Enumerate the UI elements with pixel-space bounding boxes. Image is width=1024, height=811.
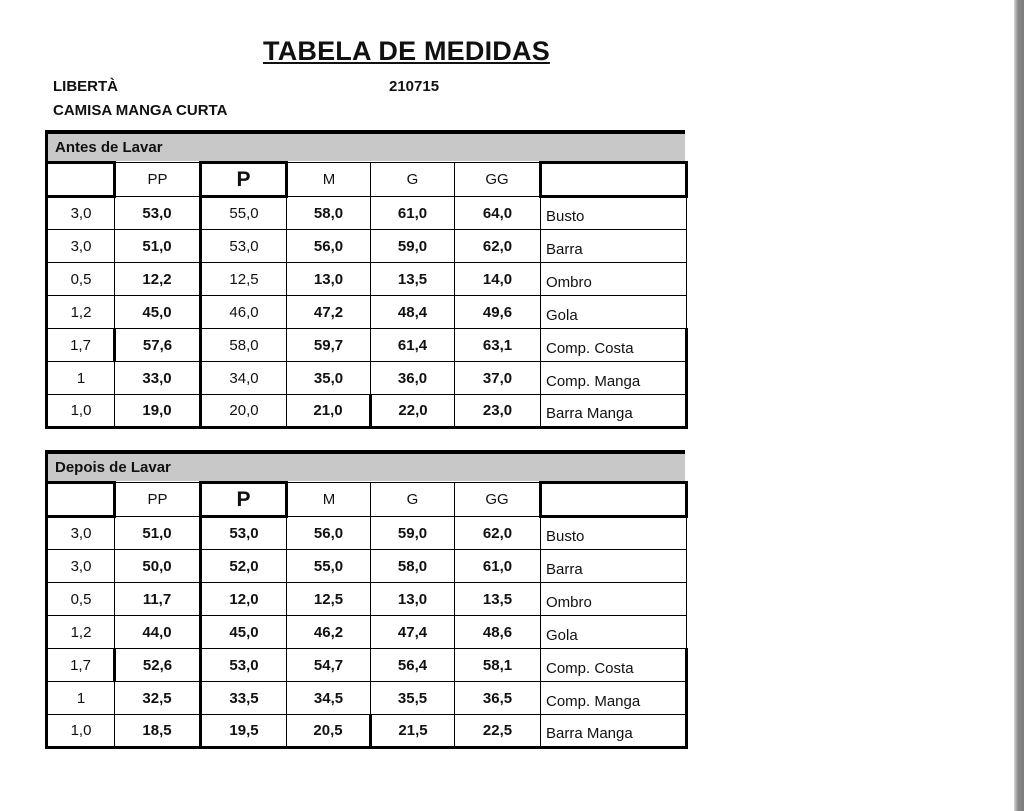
size-value-g: 56,4: [371, 649, 455, 682]
after-wash-section: [45, 450, 685, 749]
tolerance-cell: 1,2: [47, 616, 115, 649]
table-row: [47, 197, 687, 230]
size-value-m: 54,7: [287, 649, 371, 682]
size-value-pp: 33,0: [115, 362, 201, 395]
size-value-p: 53,0: [201, 517, 287, 550]
size-value-gg: 22,5: [455, 715, 541, 748]
size-value-gg: 58,1: [455, 649, 541, 682]
size-header-pp: PP: [115, 163, 201, 197]
tolerance-cell: 1,7: [47, 649, 115, 682]
tolerance-cell: 0,5: [47, 583, 115, 616]
scrollbar-edge[interactable]: [1014, 0, 1024, 811]
size-value-pp: 53,0: [115, 197, 201, 230]
size-value-p: 20,0: [201, 395, 287, 428]
size-value-pp: 51,0: [115, 230, 201, 263]
size-value-g: 58,0: [371, 550, 455, 583]
size-value-m: 56,0: [287, 517, 371, 550]
size-value-p: 45,0: [201, 616, 287, 649]
size-value-p: 19,5: [201, 715, 287, 748]
size-value-p: 53,0: [201, 230, 287, 263]
before-wash-section: [45, 130, 685, 429]
measure-label-cell: Barra Manga: [541, 395, 687, 428]
tolerance-cell: 1,0: [47, 715, 115, 748]
size-value-pp: 50,0: [115, 550, 201, 583]
size-value-gg: 63,1: [455, 329, 541, 362]
measure-label-cell: Comp. Costa: [541, 329, 687, 362]
measure-label-cell: Barra: [541, 230, 687, 263]
size-value-p: 58,0: [201, 329, 287, 362]
measure-label-cell: Comp. Manga: [541, 682, 687, 715]
size-value-gg: 13,5: [455, 583, 541, 616]
header-label-cell: [541, 483, 687, 517]
size-value-m: 35,0: [287, 362, 371, 395]
size-value-g: 36,0: [371, 362, 455, 395]
size-value-pp: 11,7: [115, 583, 201, 616]
table-row: [47, 649, 687, 682]
measure-label-cell: Busto: [541, 517, 687, 550]
size-value-m: 13,0: [287, 263, 371, 296]
size-header-gg: GG: [455, 483, 541, 517]
after-wash-table: [45, 481, 688, 749]
measure-label-cell: Comp. Costa: [541, 649, 687, 682]
table-row: [47, 230, 687, 263]
table-row: [47, 517, 687, 550]
size-value-g: 13,5: [371, 263, 455, 296]
size-value-g: 61,4: [371, 329, 455, 362]
size-value-pp: 18,5: [115, 715, 201, 748]
measure-label-cell: Ombro: [541, 263, 687, 296]
tolerance-cell: 3,0: [47, 230, 115, 263]
size-value-gg: 62,0: [455, 517, 541, 550]
size-value-pp: 45,0: [115, 296, 201, 329]
size-value-pp: 57,6: [115, 329, 201, 362]
tolerance-cell: 1: [47, 682, 115, 715]
size-value-p: 46,0: [201, 296, 287, 329]
table-row: [47, 583, 687, 616]
size-header-gg: GG: [455, 163, 541, 197]
size-value-m: 55,0: [287, 550, 371, 583]
header-label-cell: [541, 163, 687, 197]
size-value-m: 12,5: [287, 583, 371, 616]
size-header-p: P: [201, 483, 287, 517]
size-value-pp: 52,6: [115, 649, 201, 682]
size-value-m: 21,0: [287, 395, 371, 428]
size-header-row: [47, 483, 687, 517]
measure-label-cell: Busto: [541, 197, 687, 230]
size-value-pp: 44,0: [115, 616, 201, 649]
size-value-gg: 14,0: [455, 263, 541, 296]
size-value-gg: 37,0: [455, 362, 541, 395]
size-header-p: P: [201, 163, 287, 197]
size-value-g: 59,0: [371, 517, 455, 550]
measure-label-cell: Gola: [541, 616, 687, 649]
section-header: Depois de Lavar: [45, 450, 685, 481]
size-value-gg: 36,5: [455, 682, 541, 715]
size-value-p: 34,0: [201, 362, 287, 395]
size-value-p: 52,0: [201, 550, 287, 583]
measure-label-cell: Gola: [541, 296, 687, 329]
size-value-g: 21,5: [371, 715, 455, 748]
header-blank-cell: [47, 163, 115, 197]
size-value-gg: 61,0: [455, 550, 541, 583]
table-row: [47, 296, 687, 329]
size-header-g: G: [371, 483, 455, 517]
table-row: [47, 682, 687, 715]
size-value-m: 59,7: [287, 329, 371, 362]
page-title: TABELA DE MEDIDAS: [263, 36, 550, 66]
table-row: [47, 395, 687, 428]
tolerance-cell: 1,0: [47, 395, 115, 428]
measure-label-cell: Ombro: [541, 583, 687, 616]
tolerance-cell: 1,7: [47, 329, 115, 362]
size-value-m: 47,2: [287, 296, 371, 329]
table-row: [47, 263, 687, 296]
size-value-g: 59,0: [371, 230, 455, 263]
tolerance-cell: 1: [47, 362, 115, 395]
size-value-g: 48,4: [371, 296, 455, 329]
size-value-m: 20,5: [287, 715, 371, 748]
size-value-p: 53,0: [201, 649, 287, 682]
before-wash-table: [45, 161, 688, 429]
measure-label-cell: Barra: [541, 550, 687, 583]
table-row: [47, 550, 687, 583]
table-row: [47, 362, 687, 395]
tolerance-cell: 3,0: [47, 550, 115, 583]
table-row: [47, 616, 687, 649]
size-value-p: 33,5: [201, 682, 287, 715]
size-header-row: [47, 163, 687, 197]
tolerance-cell: 3,0: [47, 517, 115, 550]
size-value-gg: 64,0: [455, 197, 541, 230]
size-value-gg: 48,6: [455, 616, 541, 649]
size-value-m: 46,2: [287, 616, 371, 649]
size-value-p: 12,5: [201, 263, 287, 296]
size-header-m: M: [287, 483, 371, 517]
tolerance-cell: 0,5: [47, 263, 115, 296]
size-value-gg: 49,6: [455, 296, 541, 329]
size-header-m: M: [287, 163, 371, 197]
measure-label-cell: Comp. Manga: [541, 362, 687, 395]
product-code: 210715: [389, 78, 440, 95]
size-value-m: 58,0: [287, 197, 371, 230]
size-value-p: 12,0: [201, 583, 287, 616]
size-value-gg: 62,0: [455, 230, 541, 263]
table-row: [47, 715, 687, 748]
size-value-m: 56,0: [287, 230, 371, 263]
table-row: [47, 329, 687, 362]
size-value-g: 47,4: [371, 616, 455, 649]
size-value-pp: 12,2: [115, 263, 201, 296]
size-value-p: 55,0: [201, 197, 287, 230]
size-value-g: 61,0: [371, 197, 455, 230]
measure-label-cell: Barra Manga: [541, 715, 687, 748]
size-header-pp: PP: [115, 483, 201, 517]
size-value-pp: 19,0: [115, 395, 201, 428]
brand-name: LIBERTÀ: [53, 78, 118, 95]
size-value-pp: 32,5: [115, 682, 201, 715]
size-value-gg: 23,0: [455, 395, 541, 428]
size-header-g: G: [371, 163, 455, 197]
tolerance-cell: 1,2: [47, 296, 115, 329]
tolerance-cell: 3,0: [47, 197, 115, 230]
header-blank-cell: [47, 483, 115, 517]
product-name: CAMISA MANGA CURTA: [53, 102, 228, 119]
size-value-g: 13,0: [371, 583, 455, 616]
size-value-m: 34,5: [287, 682, 371, 715]
size-value-pp: 51,0: [115, 517, 201, 550]
size-value-g: 35,5: [371, 682, 455, 715]
size-value-g: 22,0: [371, 395, 455, 428]
section-header: Antes de Lavar: [45, 130, 685, 161]
